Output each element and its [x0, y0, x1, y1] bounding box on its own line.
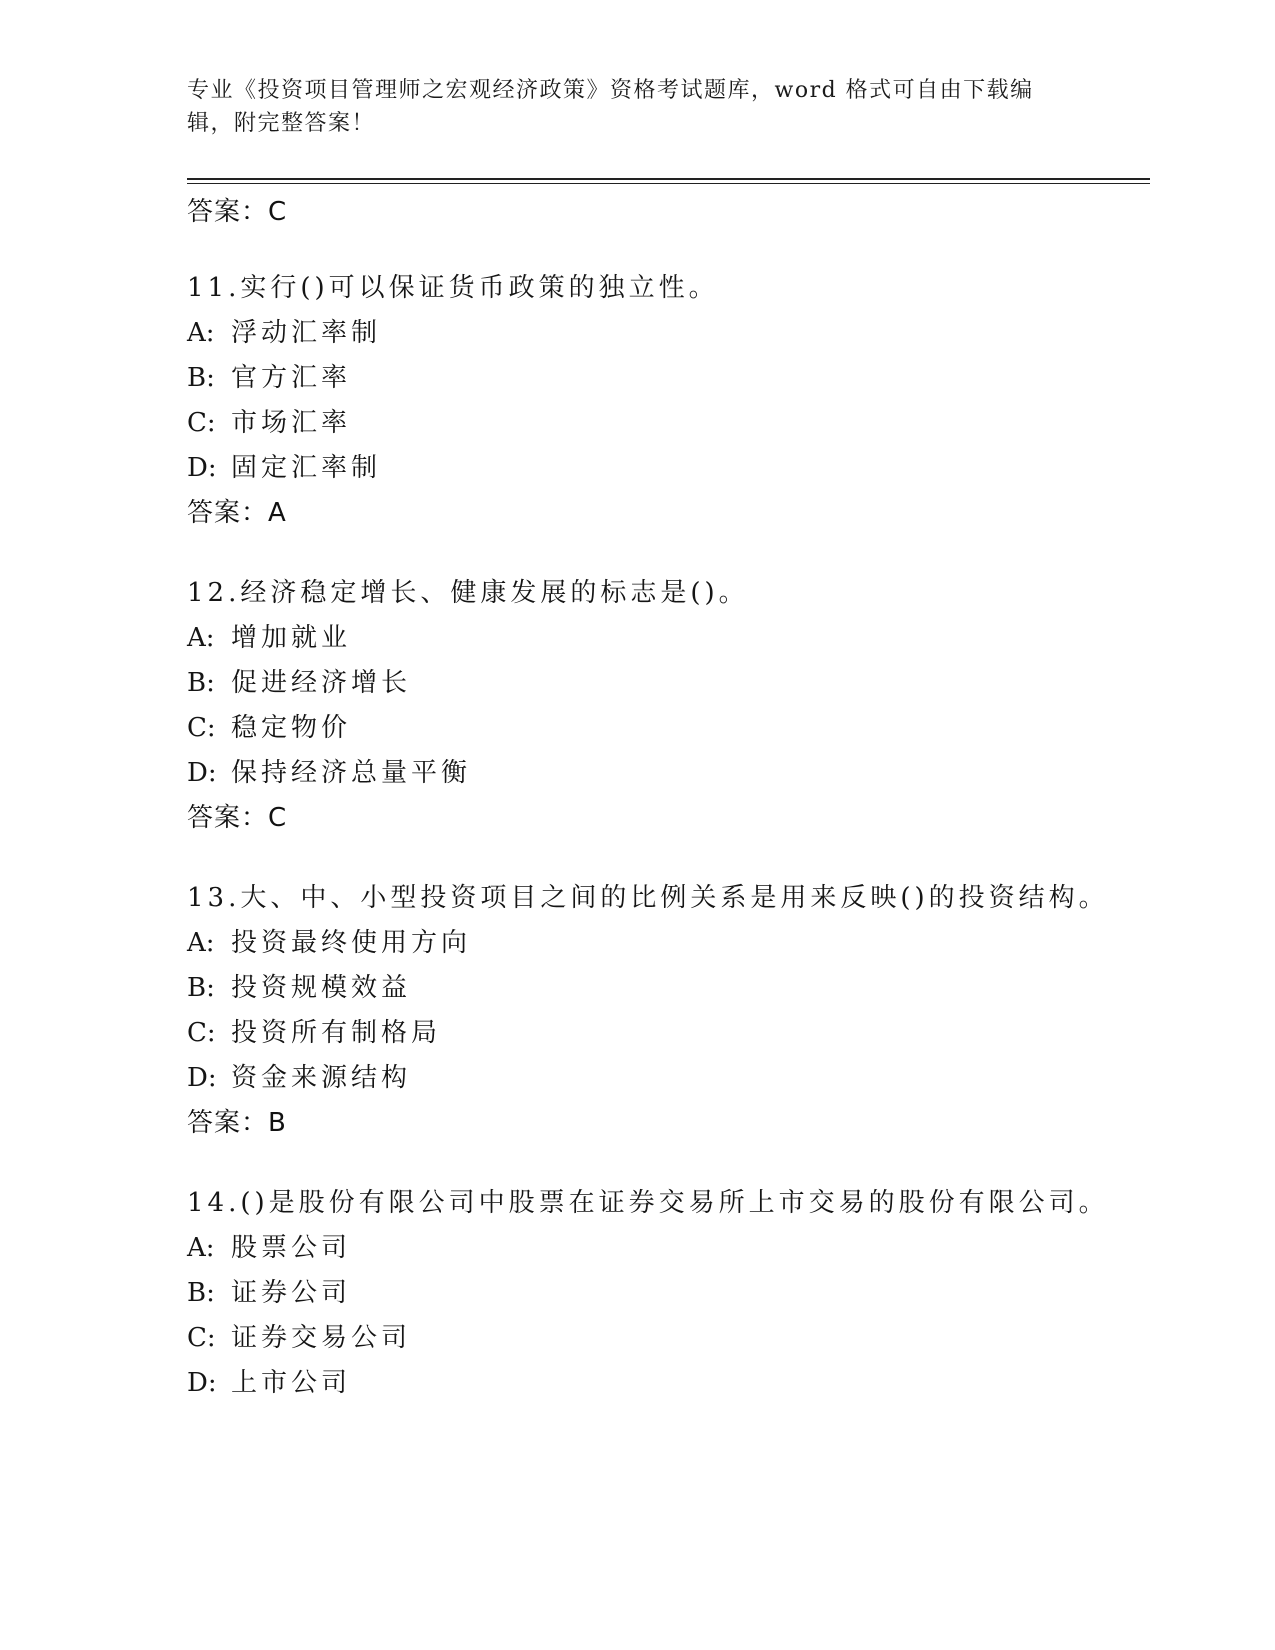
option-text: 保持经济总量平衡 — [231, 758, 472, 788]
option-text: 资金来源结构 — [231, 1063, 412, 1093]
option-text: 增加就业 — [231, 623, 352, 653]
header-line-1: 专业《投资项目管理师之宏观经济政策》资格考试题库，word 格式可自由下载编 — [187, 78, 1034, 103]
option-a — [187, 616, 749, 661]
question-stem: 11.实行()可以保证货币政策的独立性。 — [187, 273, 719, 303]
option-b — [187, 966, 1109, 1011]
option-c — [187, 706, 749, 751]
question-13 — [187, 876, 1109, 1146]
option-letter: D: — [187, 758, 217, 788]
option-letter: A: — [187, 928, 215, 958]
question-answer: 答案：C — [187, 803, 288, 833]
option-text: 固定汇率制 — [231, 453, 382, 483]
option-letter: B: — [187, 363, 215, 393]
option-d — [187, 1056, 1109, 1101]
question-11 — [187, 266, 719, 536]
option-text: 上市公司 — [231, 1368, 352, 1398]
option-letter: B: — [187, 668, 215, 698]
option-text: 浮动汇率制 — [231, 318, 382, 348]
question-answer: 答案：B — [187, 1108, 287, 1138]
option-letter: D: — [187, 1063, 217, 1093]
question-stem: 12.经济稳定增长、健康发展的标志是()。 — [187, 578, 749, 608]
question-stem: 13.大、中、小型投资项目之间的比例关系是用来反映()的投资结构。 — [187, 883, 1109, 913]
option-b — [187, 661, 749, 706]
header-divider-thin — [187, 183, 1150, 184]
question-14 — [187, 1181, 1109, 1406]
question-12 — [187, 571, 749, 841]
previous-question-answer: 答案：C — [187, 197, 288, 227]
option-letter: A: — [187, 1233, 215, 1263]
option-letter: D: — [187, 1368, 217, 1398]
option-letter: A: — [187, 318, 215, 348]
option-b — [187, 1271, 1109, 1316]
option-a — [187, 921, 1109, 966]
option-letter: C: — [187, 1018, 216, 1048]
header-divider-thick — [187, 178, 1150, 180]
option-letter: D: — [187, 453, 217, 483]
option-letter: C: — [187, 713, 216, 743]
option-d — [187, 751, 749, 796]
option-text: 官方汇率 — [231, 363, 352, 393]
option-text: 证券公司 — [231, 1278, 352, 1308]
option-text: 证券交易公司 — [231, 1323, 412, 1353]
option-c — [187, 1011, 1109, 1056]
option-text: 投资规模效益 — [231, 973, 412, 1003]
option-text: 投资最终使用方向 — [231, 928, 472, 958]
option-text: 促进经济增长 — [231, 668, 412, 698]
option-letter: A: — [187, 623, 215, 653]
option-c — [187, 401, 719, 446]
option-text: 股票公司 — [231, 1233, 352, 1263]
option-text: 稳定物价 — [231, 713, 352, 743]
option-d — [187, 1361, 1109, 1406]
question-stem: 14.()是股份有限公司中股票在证券交易所上市交易的股份有限公司。 — [187, 1188, 1109, 1218]
option-letter: C: — [187, 408, 216, 438]
option-text: 市场汇率 — [231, 408, 352, 438]
option-letter: C: — [187, 1323, 216, 1353]
option-b — [187, 356, 719, 401]
option-c — [187, 1316, 1109, 1361]
option-a — [187, 311, 719, 356]
option-letter: B: — [187, 1278, 215, 1308]
document-header — [187, 74, 1067, 140]
question-answer: 答案：A — [187, 498, 287, 528]
option-letter: B: — [187, 973, 215, 1003]
option-text: 投资所有制格局 — [231, 1018, 442, 1048]
header-line-2: 辑，附完整答案！ — [187, 111, 376, 136]
option-d — [187, 446, 719, 491]
option-a — [187, 1226, 1109, 1271]
